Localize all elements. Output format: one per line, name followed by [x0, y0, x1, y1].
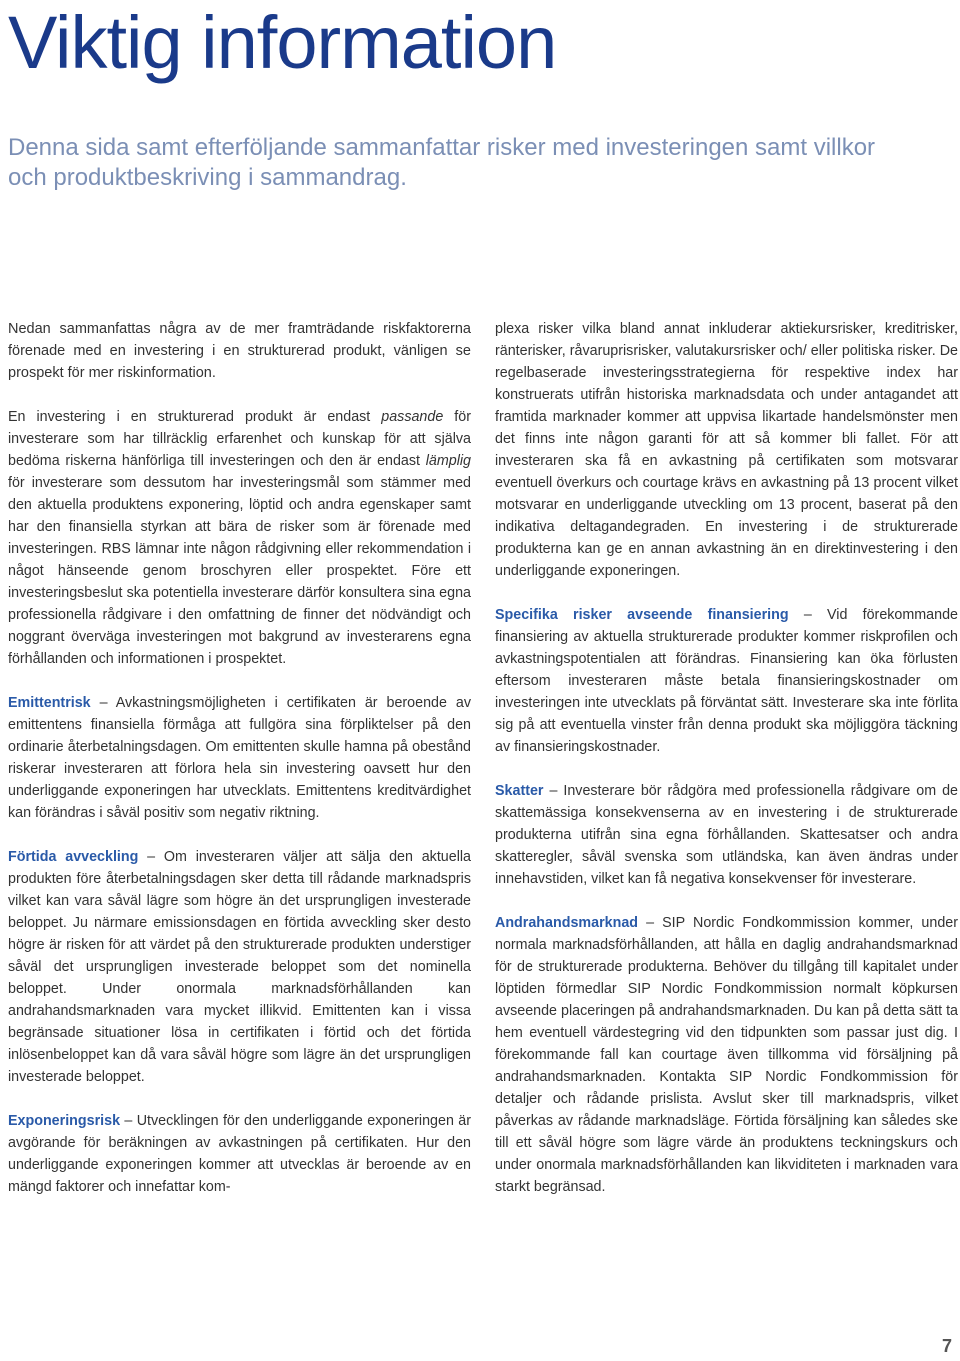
- skatter-heading: Skatter: [495, 783, 544, 799]
- exposure-continuation-paragraph: plexa risker vilka bland annat inkluderar aktiekursrisker, kreditrisker, ränterisker, råvaruprisrisker, valutakursrisker och/ eller politiska risker. De regelbaserade investeringsstrategierna för respektive index har konstruerats utifrån historiska marknadsdata och under antagandet att framtida marknader kommer att uppvisa likartade handelsmönster men det finns inte någon garanti för att så kommer bli fallet. För att investeraren ska få en avkastning på certifikaten som motsvarar eventuell överkurs och courtage krävs en avkastning på 13 procent vilket motsvarar en underliggande utveckling om 13 procent, baserat på den indikativa deltagandegraden. En investering i de strukturerade produkterna kan ge en annan avkastning än en direktinvestering i den underliggande exponeringen.: [495, 321, 958, 579]
- lamplig-emphasis: lämplig: [425, 453, 471, 469]
- emittentrisk-section: [8, 692, 471, 824]
- finansiering-section: [495, 604, 958, 758]
- exponeringsrisk-heading: Exponeringsrisk: [8, 1113, 121, 1129]
- emittentrisk-heading: Emittentrisk: [8, 695, 91, 711]
- andrahandsmarknad-heading: Andrahandsmarknad: [495, 915, 639, 931]
- andrahandsmarknad-body: – SIP Nordic Fondkommission kommer, under normala marknadsförhållanden, att hålla en daglig andrahandsmarknad för de strukturerade produkterna. Behöver du tillgång till kapitalet under löptiden förmedlar SIP Nordic Fondkommission normalt köpkursen avseende placeringen på andrahandsmarknaden. Du kan på detta sätt ta hem eventuell värdestegring vid den tidpunkten som passar just dig. I förekommande fall kan courtage även tillkomma vid försäljning på andrahandsmarknaden. Kontakta SIP Nordic Fondkommission för detaljer och rådande prislista. Avslut sker till marknadspris, vilket påverkas av rådande marknadsläge. Förtida försäljning kan således ske till ett såväl högre som lägre värde än produktens teckningskurs och under onormala marknadsförhållanden kan likviditeten i marknaden vara starkt begränsad.: [495, 915, 958, 1195]
- fortida-avveckling-body: – Om investeraren väljer att sälja den aktuella produkten före återbetalningsdagen sker detta till rådande marknadspris vilket kan vara såväl lägre som högre än det ursprungligen investerade beloppet. Ju närmare emissionsdagen en förtida avveckling sker desto högre är risken för att värdet på den strukturerade produkten understiger såväl det ursprungligen investerade beloppet som det nominella beloppet. Under onormala marknadsförhållanden kan andrahandsmarknaden vara mycket illikvid. Emittenten kan i vissa begränsade situationer lösa in certifikaten i förtid och det förtida inlösenbeloppet kan då vara såväl högre som lägre än det ursprungligen investerade beloppet.: [8, 849, 472, 1085]
- finansiering-heading: Specifika risker avseende finansiering: [495, 607, 789, 623]
- finansiering-body: – Vid förekommande finansiering av aktuella strukturerade produkter kommer riskprofilen och avkastningspotentialen att förändras. Finansiering kan öka förlusten eftersom investeraren måste betala finansieringskostnader om investeringen inte utvecklats på förväntat sätt. Investerare ska inte förlita sig på att eventuella vinster från denna produkt ska möjliggöra täckning av finansieringskostnader.: [495, 607, 958, 755]
- intro-paragraph: Nedan sammanfattas några av de mer framträdande riskfaktorerna förenade med en investering i en strukturerad produkt, vänligen se prospekt för mer riskinformation.: [8, 321, 471, 381]
- emittentrisk-body: – Avkastningsmöjligheten i certifikaten är beroende av emittentens finansiella förmåga att fullgöra sina förpliktelser på den ordinarie återbetalningsdagen. Om emittenten skulle hamna på obestånd riskerar investeraren att förlora hela sin investering oavsett hur den underliggande exponeringen har utvecklats. Emittentens kreditvärdighet kan förändras i såväl positiv som negativ riktning.: [8, 695, 471, 821]
- exponeringsrisk-body: – Utvecklingen för den underliggande exponeringen är avgörande för beräkningen av avkastningen på certifikaten. Hur den underliggande exponeringen kommer att utvecklas är beroende av en mängd faktorer och innefattar kom-: [8, 1113, 471, 1195]
- skatter-body: – Investerare bör rådgöra med professionella rådgivare om de skattemässiga konsekvenserna av en investering i de strukturerade produkterna utifrån sina egna förhållanden. Skattesatser och andra skatteregler, såväl svenska som utländska, kan även ändras under innehavstiden, vilket kan få negativa konsekvenser för investerare.: [495, 783, 958, 887]
- page-title: Viktig information: [8, 1, 557, 84]
- andrahandsmarknad-section: [495, 912, 958, 1198]
- fortida-avveckling-section: [8, 846, 471, 1088]
- page-number: 7: [941, 1336, 952, 1356]
- left-column: [8, 318, 471, 1220]
- fortida-avveckling-heading: Förtida avveckling: [8, 849, 139, 865]
- exponeringsrisk-section: [8, 1110, 471, 1198]
- skatter-section: [495, 780, 958, 890]
- passande-emphasis: passande: [381, 409, 444, 425]
- right-column: [495, 318, 958, 1220]
- suitability-paragraph: En investering i en strukturerad produkt är endast passande för investerare som har tillräcklig erfarenhet och kunskap för att själva bedöma riskerna hänförliga till investeringen och den är endast lämplig för investerare som dessutom har investeringsmål som stämmer med den aktuella produktens exponering, löptid och andra egenskaper samt har den finansiella styrkan att bära de risker som är förenade med investeringen. RBS lämnar inte någon rådgivning eller rekommendation i något hänseende genom broschyren eller prospektet. Före ett investeringsbeslut ska potentiella investerare därför konsultera sina egna professionella rådgivare i den omfattning de finner det nödvändigt och noggrant överväga investeringen mot bakgrund av investerarens egna förhållanden och informationen i prospektet.: [8, 409, 471, 667]
- page-subtitle: Denna sida samt efterföljande sammanfattar risker med investeringen samt villkor och produktbeskriving i sammandrag.: [8, 134, 876, 191]
